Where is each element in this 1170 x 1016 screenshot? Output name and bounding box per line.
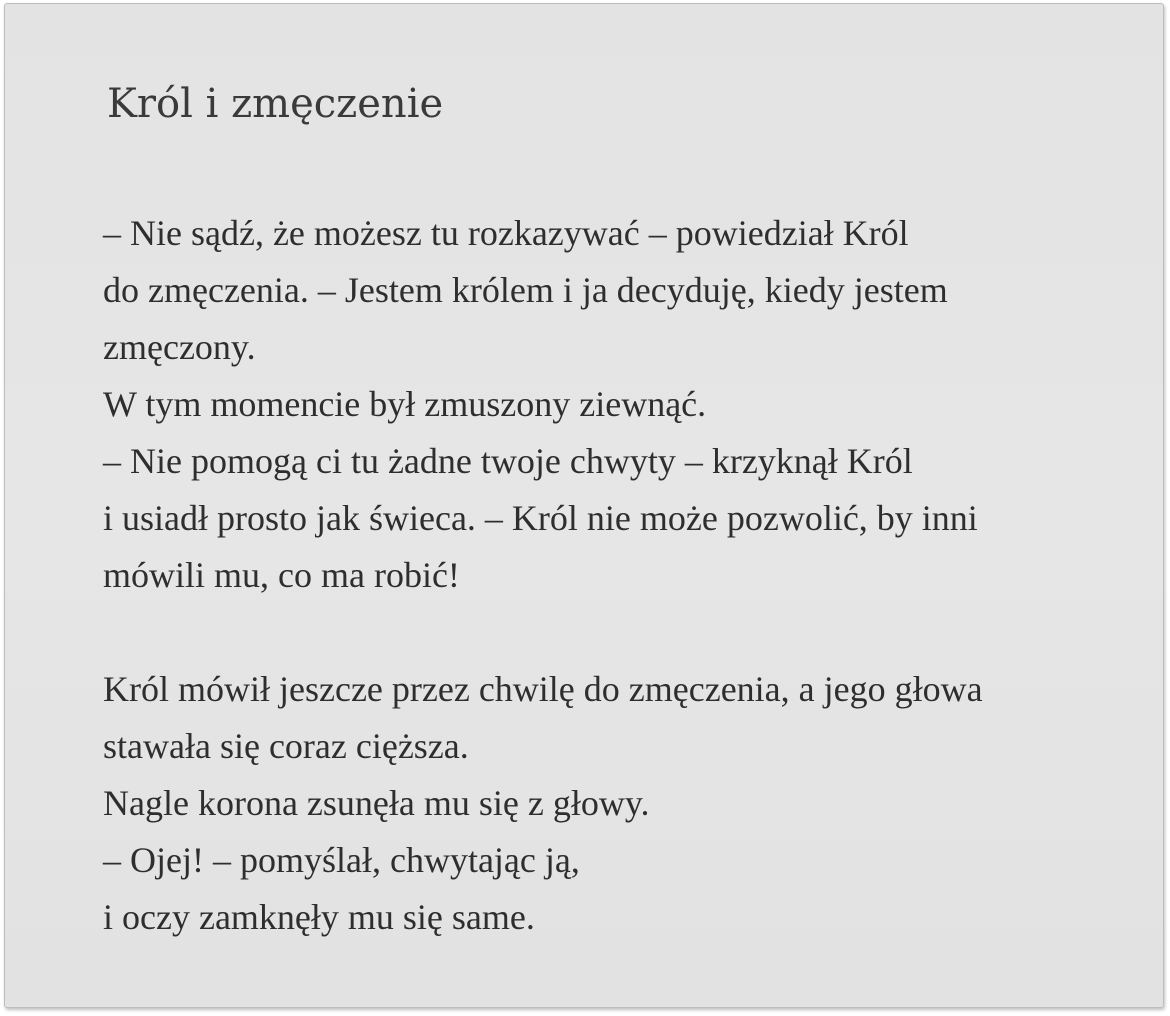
text-line: Nagle korona zsunęła mu się z głowy.: [103, 783, 650, 823]
text-line: mówili mu, co ma robić!: [103, 555, 460, 595]
text-line: Król mówił jeszcze przez chwilę do zmęczenia, a jego głowa: [103, 669, 983, 709]
text-line: stawała się coraz cięższa.: [103, 726, 469, 766]
paragraph-2: [103, 661, 983, 946]
text-line: do zmęczenia. – Jestem królem i ja decyduję, kiedy jestem: [103, 270, 948, 310]
text-line: zmęczony.: [103, 327, 256, 367]
paragraph-1: [103, 205, 978, 604]
text-line: i oczy zamknęły mu się same.: [103, 897, 535, 937]
text-line: i usiadł prosto jak świeca. – Król nie może pozwolić, by inni: [103, 498, 978, 538]
text-line: – Nie pomogą ci tu żadne twoje chwyty – krzyknął Król: [103, 441, 913, 481]
book-page: [4, 3, 1164, 1008]
text-line: – Nie sądź, że możesz tu rozkazywać – powiedział Król: [103, 213, 909, 253]
page-title: Król i zmęczenie: [107, 81, 444, 127]
text-line: W tym momencie był zmuszony ziewnąć.: [103, 384, 707, 424]
text-line: – Ojej! – pomyślał, chwytając ją,: [103, 840, 580, 880]
